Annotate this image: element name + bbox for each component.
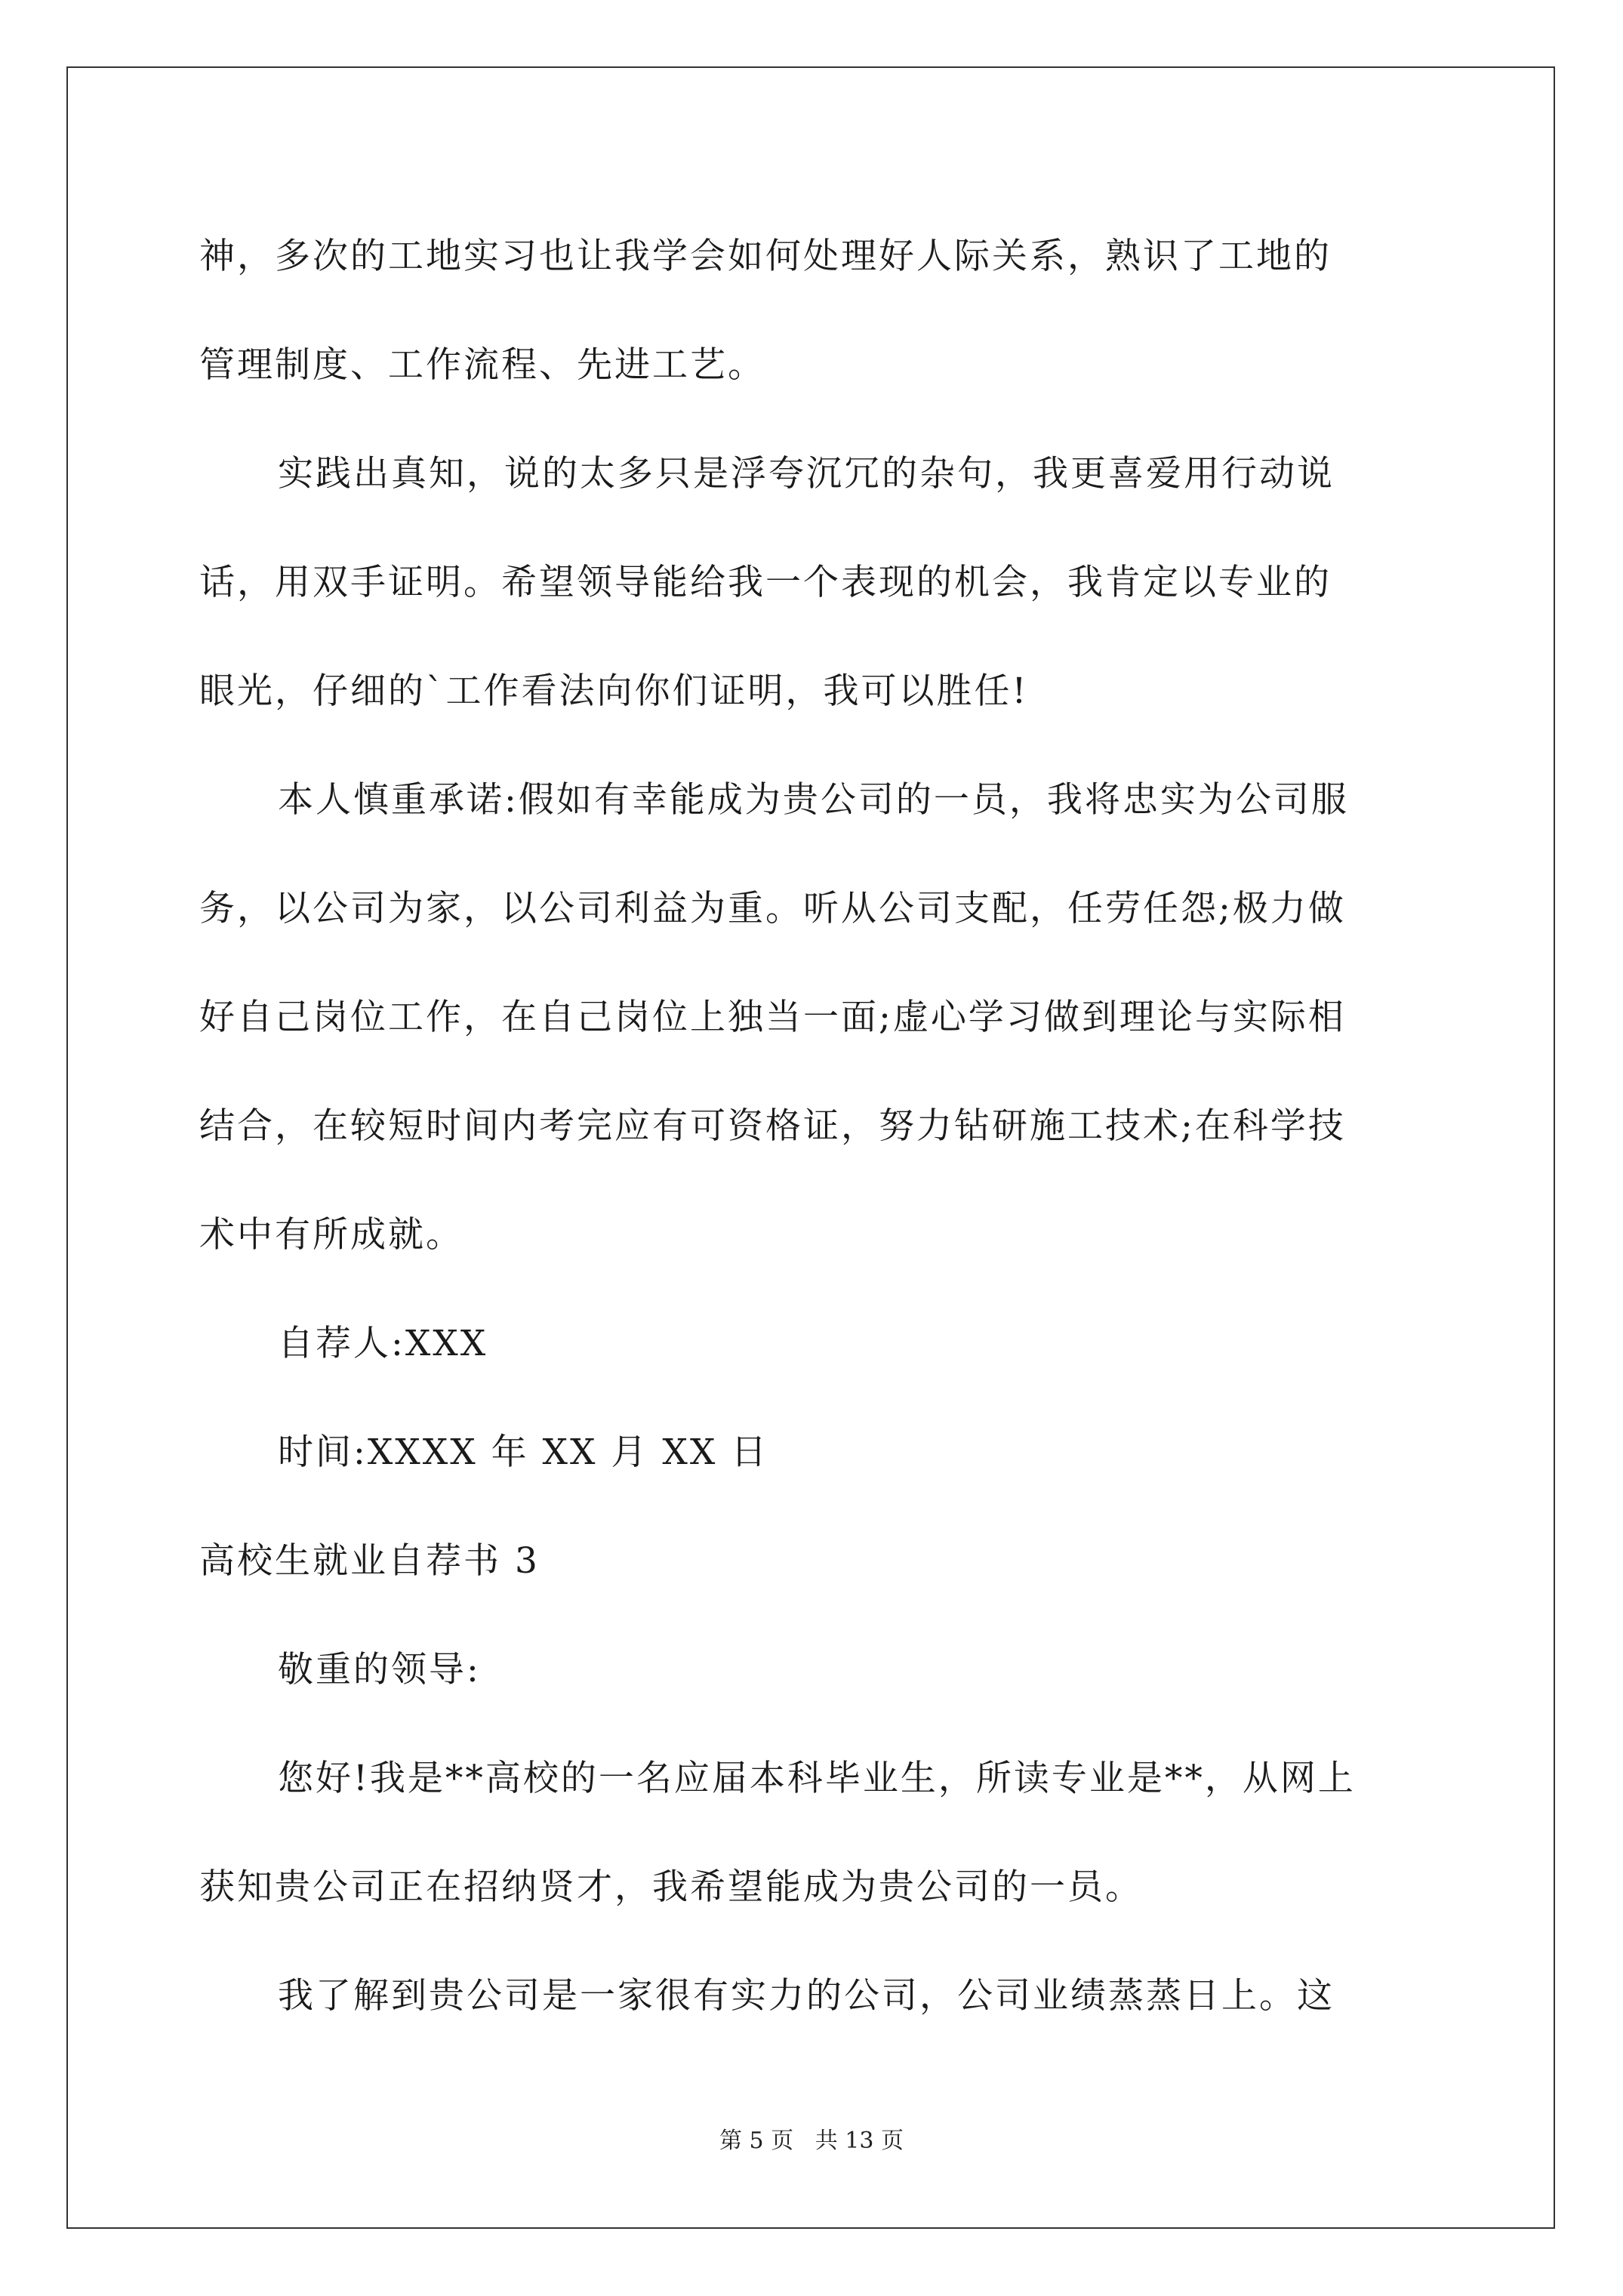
text-line: 我了解到贵公司是一家很有实力的公司，公司业绩蒸蒸日上。这 — [278, 1975, 1335, 2017]
paragraph-2 — [199, 420, 1437, 746]
text-line: 获知贵公司正在招纳贤才，我希望能成为贵公司的一员。 — [199, 1866, 1143, 1908]
text-line: 管理制度、工作流程、先进工艺。 — [199, 344, 765, 386]
text-line: 实践出真知，说的太多只是浮夸沉冗的杂句，我更喜爱用行动说 — [278, 453, 1335, 495]
text-line: 敬重的领导: — [278, 1649, 481, 1690]
paragraph-1 — [199, 202, 1437, 420]
text-line: 您好!我是**高校的一名应届本科毕业生，所读专业是**，从网上 — [278, 1758, 1356, 1799]
text-line: 自荐人:XXX — [278, 1323, 488, 1364]
paragraph-intro — [199, 1724, 1437, 1942]
date-line — [199, 1398, 1437, 1507]
salutation — [199, 1616, 1437, 1724]
text-line: 话，用双手证明。希望领导能给我一个表现的机会，我肯定以专业的 — [199, 562, 1332, 603]
text-line: 术中有所成就。 — [199, 1214, 463, 1256]
page-number: 第 5 页 — [719, 2128, 794, 2154]
text-line: 务，以公司为家，以公司利益为重。听从公司支配，任劳任怨;极力做 — [199, 888, 1346, 929]
text-line: 高校生就业自荐书 3 — [199, 1540, 540, 1582]
paragraph-3 — [199, 746, 1437, 1290]
paragraph-company — [199, 1942, 1437, 2051]
page-footer — [0, 2122, 1623, 2155]
text-line: 眼光，仔细的`工作看法向你们证明，我可以胜任! — [199, 670, 1029, 712]
signature-line — [199, 1290, 1437, 1398]
text-line: 本人慎重承诺:假如有幸能成为贵公司的一员，我将忠实为公司服 — [278, 779, 1349, 821]
text-line: 结合，在较短时间内考完应有可资格证，努力钻研施工技术;在科学技 — [199, 1105, 1346, 1147]
page-total: 共 13 页 — [815, 2128, 904, 2154]
document-body — [199, 202, 1437, 2051]
text-line: 好自己岗位工作，在自己岗位上独当一面;虚心学习做到理论与实际相 — [199, 997, 1346, 1038]
text-line: 神，多次的工地实习也让我学会如何处理好人际关系，熟识了工地的 — [199, 236, 1332, 277]
text-line: 时间:XXXX 年 XX 月 XX 日 — [278, 1432, 769, 1473]
section-heading — [199, 1507, 1437, 1616]
